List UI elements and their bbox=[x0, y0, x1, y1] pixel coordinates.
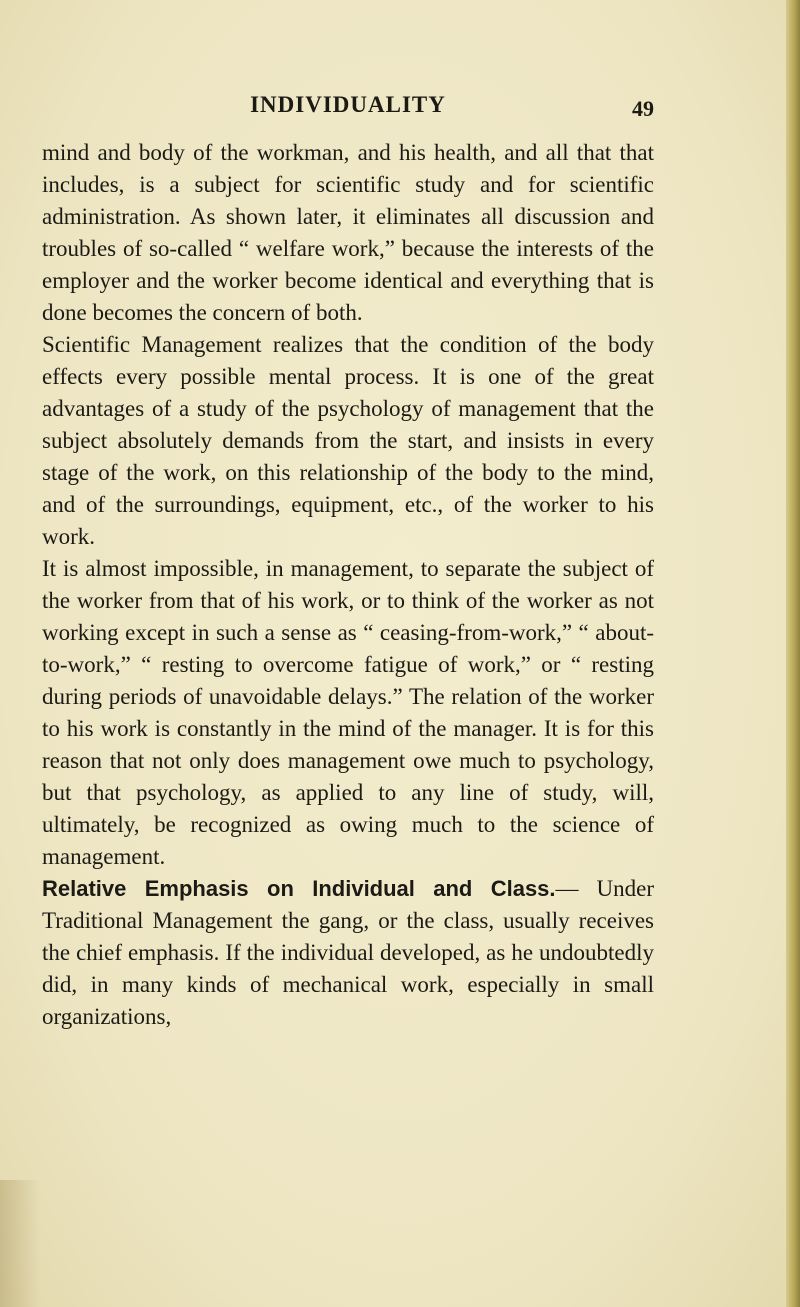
page-header bbox=[42, 92, 654, 132]
section-paragraph-text: — Under Traditional Management the gang, or the class, usually receives the chief emphasis. If the individual developed, as he undoubtedly did, in many kinds of mechanical work, especially in small organizations, bbox=[42, 876, 654, 1029]
paragraph: Scientific Management realizes that the condition of the body effects every possible mental process. It is one of the great advantages of a study of the psychology of management that the subject absolutely demands from the start, and insists in every stage of the work, on this relationship of the body to the mind, and of the surroundings, equipment, etc., of the worker to his work. bbox=[42, 332, 654, 549]
page-edge bbox=[786, 0, 800, 1307]
section-heading: Relative Emphasis on Individual and Class. bbox=[42, 876, 556, 901]
page-stain bbox=[0, 1180, 40, 1307]
running-head: INDIVIDUALITY bbox=[250, 92, 446, 117]
page-number: 49 bbox=[632, 96, 654, 121]
paragraph: It is almost impossible, in management, to separate the subject of the worker from that of his work, or to think of the worker as not working except in such a sense as “ ceasing-from-work,” “ about-to-work,” “ resting to overcome fatigue of work,” or “ resting during periods of unavoidable delays.” The relation of the worker to his work is constantly in the mind of the manager. It is for this reason that not only does management owe much to psychology, but that psychology, as applied to any line of study, will, ultimately, be recognized as owing much to the science of management. bbox=[42, 556, 654, 869]
body-text bbox=[42, 137, 654, 1033]
section-paragraph bbox=[42, 873, 654, 1033]
paragraph: mind and body of the workman, and his health, and all that that includes, is a subject for scientific study and for scientific administration. As shown later, it eliminates all discussion and troubles of so-called “ welfare work,” because the interests of the employer and the worker become identical and everything that is done becomes the concern of both. bbox=[42, 140, 654, 325]
